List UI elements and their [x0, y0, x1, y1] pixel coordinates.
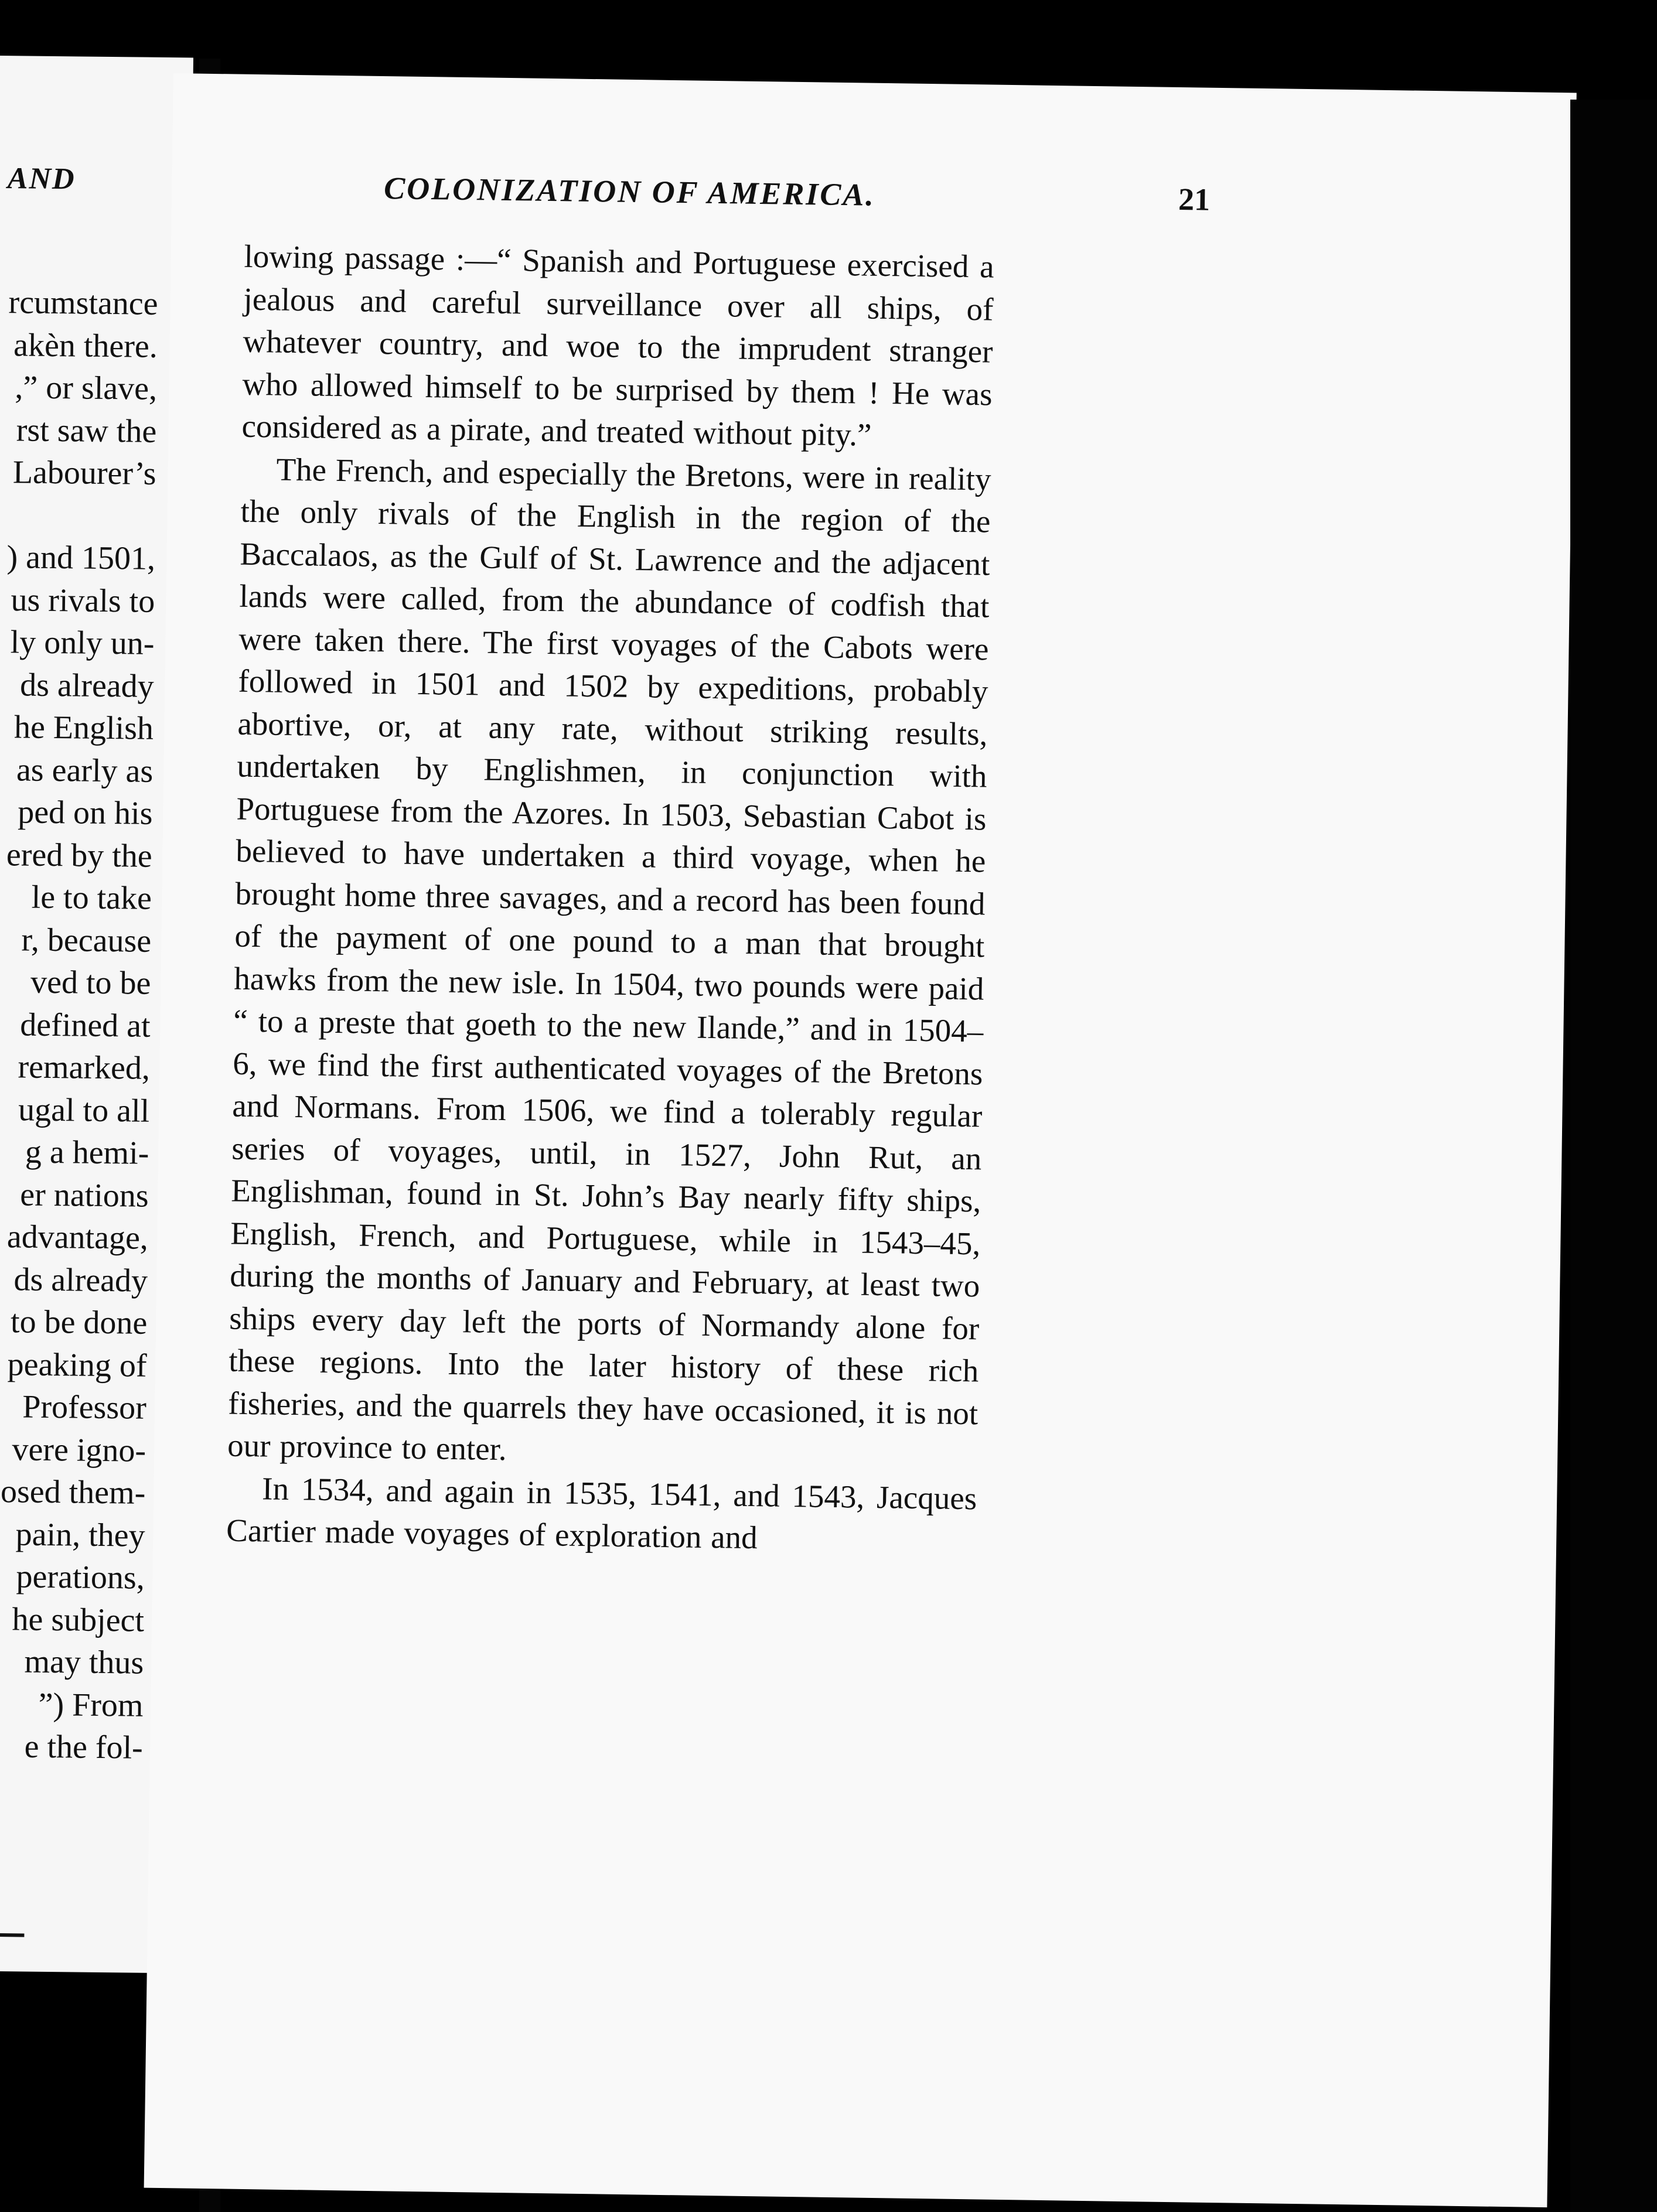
left-page-line: osed them-	[0, 1473, 146, 1511]
left-page-line: remarked,	[18, 1049, 151, 1087]
left-page-line: e the fol-	[24, 1728, 144, 1766]
left-page-rule	[0, 1933, 24, 1937]
left-page-line: le to take	[31, 879, 152, 917]
left-page-line: peaking of	[7, 1346, 147, 1384]
left-page-line: advantage,	[6, 1218, 149, 1257]
left-page-line: ved to be	[30, 964, 151, 1002]
left-page-line: g a hemi-	[25, 1134, 149, 1172]
left-page-line: ugal to all	[18, 1091, 150, 1129]
left-page-line: Professor	[22, 1388, 147, 1426]
left-page-line: may thus	[24, 1643, 144, 1681]
left-page-line: rcumstance	[8, 284, 158, 322]
left-page-line: to be done	[10, 1303, 148, 1341]
left-page-text	[0, 281, 158, 1769]
left-page-line: ds already	[13, 1261, 148, 1299]
left-page-line: rst saw the	[16, 411, 157, 450]
left-page-line: us rivals to	[11, 581, 155, 620]
left-page-line: ped on his	[17, 794, 153, 832]
body-text	[226, 235, 994, 1562]
left-page-line: pain, they	[15, 1515, 145, 1554]
running-head	[384, 170, 1211, 228]
left-page-line: Labourer’s	[12, 454, 156, 492]
left-page-line	[6, 494, 156, 538]
left-page-line: he subject	[12, 1600, 145, 1639]
paragraph: In 1534, and again in 1535, 1541, and 1543, Jacques Cartier made voyages of exploration and	[226, 1470, 977, 1556]
left-page-line: r, because	[21, 921, 152, 960]
left-page-line: ered by the	[6, 836, 153, 875]
running-title: COLONIZATION OF AMERICA.	[383, 170, 876, 213]
page-number: 21	[1178, 181, 1211, 217]
left-page-line: vere igno-	[12, 1431, 146, 1469]
next-leaf-edge	[1570, 100, 1657, 2212]
paragraph: The French, and especially the Bretons, were in reality the only rivals of the English in the region of the Baccalaos, as the Gulf of St. Lawrence and the adjacent lands were called, from the abundance of codfish that were taken there. The first voyages of the Cabots were followed in 1501 and 1502 by expeditions, probably abortive, or, at any rate, without striking results, undertaken by Englishmen, in conjunction with Portuguese from the Azores. In 1503, Sebastian Cabot is believed to have undertaken a third voyage, when he brought home three savages, and a record has been found of the payment of one pound to a man that brought hawks from the new isle. In 1504, two pounds were paid “ to a preste that goeth to the new Ilande,” and in 1504–6, we find the first authenticated voyages of the Bretons and Normans. From 1506, we find a tolerably regular series of voyages, until, in 1527, John Rut, an Englishman, found in St. John’s Bay nearly fifty ships, English, French, and Portuguese, while in 1543–45, during the months of January and February, at least two ships every day left the ports of Normandy alone for these regions. Into the later history of these rich fisheries, and the quarrels they have occasioned, it is not our province to enter.	[227, 451, 991, 1467]
left-page-line: ) and 1501,	[6, 539, 156, 577]
paragraph: lowing passage :—“ Spanish and Portuguese exercised a jealous and careful surveillance over all ships, of whatever country, and woe to the imprudent stranger who allowed himself to be surprised by them ! He was considered as a pirate, and treated without pity.”	[241, 238, 994, 453]
left-page-line: ,” or slave,	[15, 369, 158, 407]
main-page	[144, 73, 1577, 2207]
left-page-line: ds already	[19, 666, 155, 705]
left-running-head: AND	[7, 162, 76, 196]
left-page-line: er nations	[20, 1176, 149, 1214]
left-page-line: he English	[13, 709, 154, 747]
left-page-line: akèn there.	[13, 326, 158, 365]
left-page-line: ”) From	[38, 1686, 144, 1724]
left-page-line: as early as	[16, 751, 154, 790]
left-page-line: defined at	[20, 1006, 151, 1044]
left-page-line: ly only un-	[10, 624, 155, 662]
left-page-line: perations,	[16, 1558, 145, 1596]
